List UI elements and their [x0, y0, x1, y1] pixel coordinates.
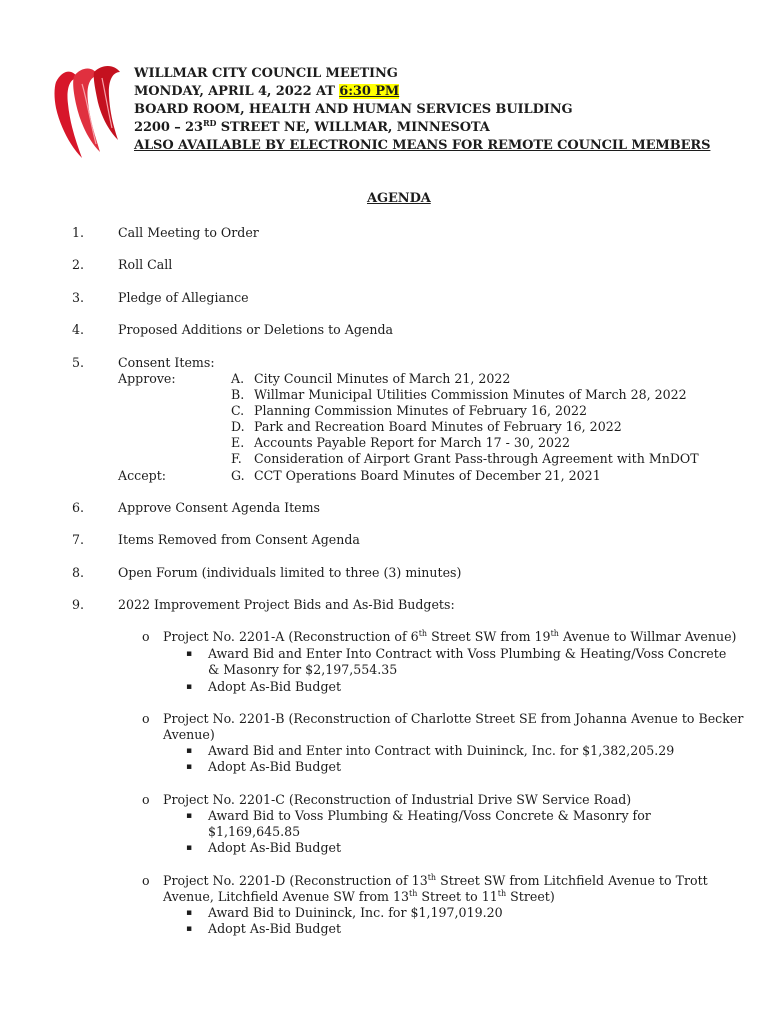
willmar-logo [52, 64, 126, 162]
item-text: Approve Consent Agenda Items [118, 500, 320, 515]
project-b-title: Project No. 2201-B (Reconstruction of Charlotte Street SE from Johanna Avenue to Becker [163, 711, 744, 726]
consent-letter: E. [231, 435, 245, 450]
consent-text: Accounts Payable Report for March 17 - 30, 2022 [254, 435, 571, 450]
project-c-bullet: Award Bid to Voss Plumbing & Heating/Voss Concrete & Masonry for [208, 808, 651, 823]
consent-letter: A. [231, 371, 245, 386]
meeting-address: 2200 – 23RD STREET NE, WILLMAR, MINNESOTA [134, 118, 490, 135]
item-text: Pledge of Allegiance [118, 290, 249, 305]
project-d-title: Avenue, Litchfield Avenue SW from 13th Street to 11th Street) [163, 889, 555, 904]
circle-bullet: o [142, 711, 150, 726]
circle-bullet: o [142, 792, 150, 807]
item-number: 6. [72, 500, 85, 515]
project-a-title: Project No. 2201-A (Reconstruction of 6th Street SW from 19th Avenue to Willmar Avenue) [163, 629, 737, 644]
item-number: 5. [72, 355, 85, 370]
project-a-bullet: Adopt As-Bid Budget [208, 679, 342, 694]
project-c-bullet: $1,169,645.85 [208, 824, 301, 839]
item-number: 1. [72, 225, 85, 240]
item-number: 7. [72, 532, 85, 547]
item-text: Roll Call [118, 257, 173, 272]
square-bullet: ▪ [186, 811, 193, 821]
remote-notice: ALSO AVAILABLE BY ELECTRONIC MEANS FOR REMOTE COUNCIL MEMBERS [134, 138, 711, 153]
consent-text: Park and Recreation Board Minutes of February 16, 2022 [254, 419, 622, 434]
circle-bullet: o [142, 629, 150, 644]
agenda-title: AGENDA [367, 191, 431, 206]
consent-text: CCT Operations Board Minutes of December 21, 2021 [254, 468, 601, 483]
meeting-date: MONDAY, APRIL 4, 2022 AT 6:30 PM [134, 84, 400, 99]
meeting-time: 6:30 PM [339, 84, 400, 99]
item-number: 8. [72, 565, 85, 580]
item-number: 9. [72, 597, 85, 612]
square-bullet: ▪ [186, 908, 193, 918]
project-b-bullet: Award Bid and Enter into Contract with Duininck, Inc. for $1,382,205.29 [208, 743, 675, 758]
project-b-bullet: Adopt As-Bid Budget [208, 759, 342, 774]
square-bullet: ▪ [186, 682, 193, 692]
item-text: Items Removed from Consent Agenda [118, 532, 360, 547]
meeting-location: BOARD ROOM, HEALTH AND HUMAN SERVICES BUILDING [134, 102, 573, 117]
project-c-title: Project No. 2201-C (Reconstruction of Industrial Drive SW Service Road) [163, 792, 632, 807]
project-a-bullet: Award Bid and Enter Into Contract with Voss Plumbing & Heating/Voss Concrete [208, 646, 727, 661]
project-d-bullet: Adopt As-Bid Budget [208, 921, 342, 936]
consent-text: Consideration of Airport Grant Pass-through Agreement with MnDOT [254, 451, 699, 466]
consent-letter: B. [231, 387, 245, 402]
accept-label: Accept: [118, 468, 167, 483]
project-d-bullet: Award Bid to Duininck, Inc. for $1,197,019.20 [208, 905, 503, 920]
consent-text: City Council Minutes of March 21, 2022 [254, 371, 511, 386]
consent-text: Willmar Municipal Utilities Commission Minutes of March 28, 2022 [254, 387, 687, 402]
circle-bullet: o [142, 873, 150, 888]
item-text: 2022 Improvement Project Bids and As-Bid Budgets: [118, 597, 455, 612]
item-number: 2. [72, 257, 85, 272]
square-bullet: ▪ [186, 843, 193, 853]
square-bullet: ▪ [186, 746, 193, 756]
project-d-title: Project No. 2201-D (Reconstruction of 13th Street SW from Litchfield Avenue to Trott [163, 873, 708, 888]
consent-letter: C. [231, 403, 245, 418]
project-a-bullet: & Masonry for $2,197,554.35 [208, 662, 398, 677]
item-text: Proposed Additions or Deletions to Agenda [118, 322, 394, 337]
square-bullet: ▪ [186, 762, 193, 772]
consent-letter: F. [231, 451, 242, 466]
approve-label: Approve: [118, 371, 176, 386]
item-text: Open Forum (individuals limited to three (3) minutes) [118, 565, 462, 580]
project-b-title: Avenue) [163, 727, 215, 742]
consent-letter: G. [231, 468, 245, 483]
consent-letter: D. [231, 419, 245, 434]
square-bullet: ▪ [186, 924, 193, 934]
project-c-bullet: Adopt As-Bid Budget [208, 840, 342, 855]
item-text: Consent Items: [118, 355, 215, 370]
item-number: 3. [72, 290, 85, 305]
consent-text: Planning Commission Minutes of February 16, 2022 [254, 403, 588, 418]
item-number: 4. [72, 322, 85, 337]
item-text: Call Meeting to Order [118, 225, 259, 240]
square-bullet: ▪ [186, 649, 193, 659]
meeting-title: WILLMAR CITY COUNCIL MEETING [134, 66, 398, 81]
